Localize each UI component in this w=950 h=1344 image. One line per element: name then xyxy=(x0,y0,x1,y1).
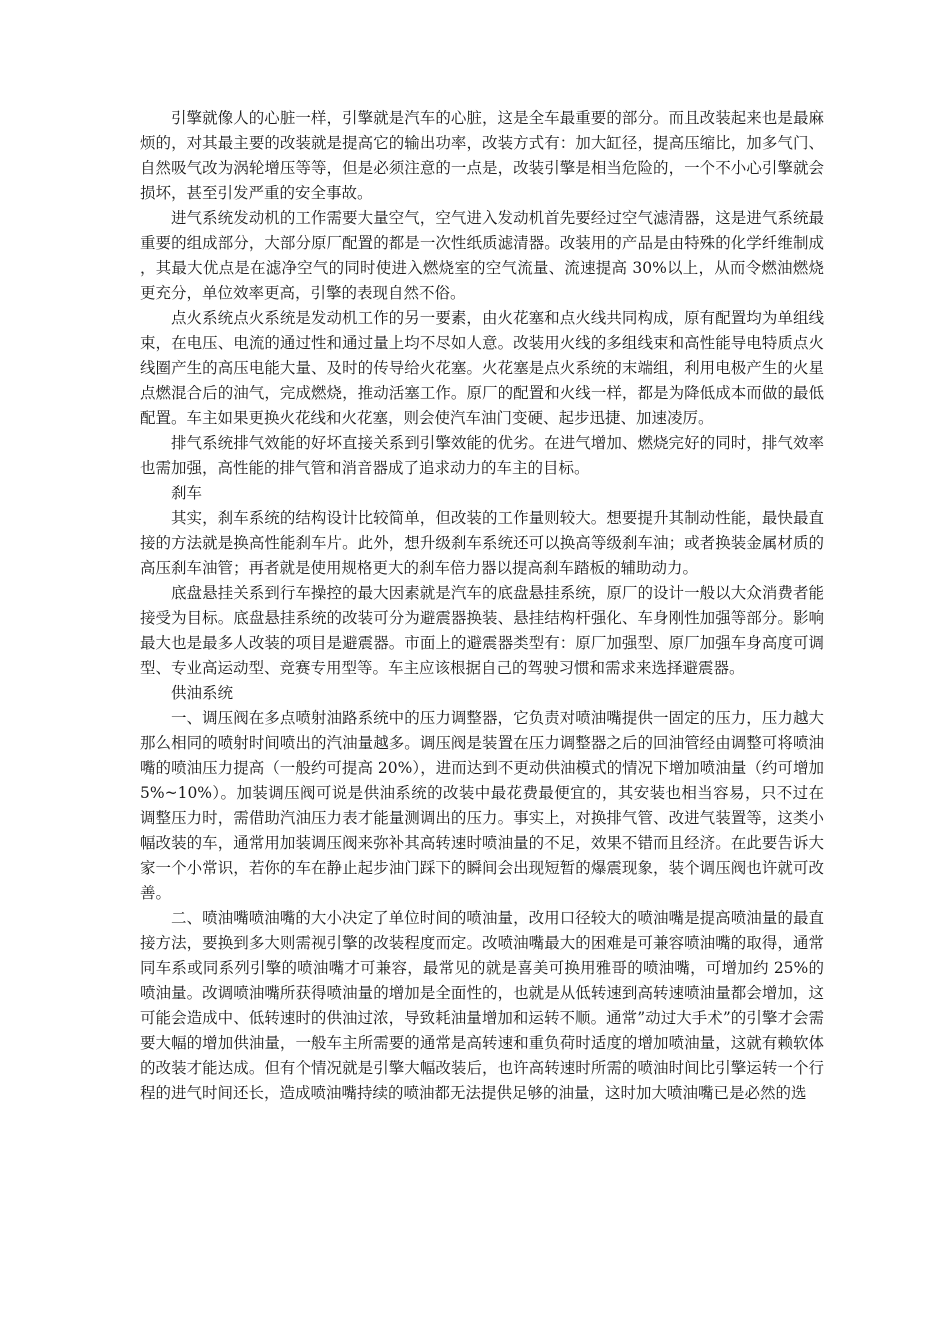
paragraph-ignition-system: 点火系统点火系统是发动机工作的另一要素，由火花塞和点火线共同构成，原有配置均为单组线束，在电压、电流的通过性和通过量上均不尽如人意。改装用火线的多组线束和高性能导电特质点火线圈产生的高压电能大量、及时的传导给火花塞。火花塞是点火系统的末端组，利用电极产生的火星点燃混合后的油气，完成燃烧，推动活塞工作。原厂的配置和火线一样，都是为降低成本而做的最低配置。车主如果更换火花线和火花塞，则会使汽车油门变硬、起步迅捷、加速凌厉。 xyxy=(140,309,824,427)
paragraph-fuel-injector: 二、喷油嘴喷油嘴的大小决定了单位时间的喷油量，改用口径较大的喷油嘴是提高喷油量的最直接方法，要换到多大则需视引擎的改装程度而定。改喷油嘴最大的困难是可兼容喷油嘴的取得，通常同车系或同系列引擎的喷油嘴才可兼容，最常见的就是喜美可换用雅哥的喷油嘴，可增加约 25%的喷油量。改调喷油嘴所获得喷油量的增加是全面性的，也就是从低转速到高转速喷油量都会增加，这可能会造成中、低转速时的供油过浓，导致耗油量增加和运转不顺。通常”动过大手术”的引擎才会需要大幅的增加供油量，一般车主所需要的通常是高转速和重负荷时适度的增加喷油量，这就有赖软体的改装才能达成。但有个情况就是引擎大幅改装后，也许高转速时所需的喷油时间比引擎运转一个行程的进气时间还长，造成喷油嘴持续的喷油都无法提供足够的油量，这时加大喷油嘴已是必然的选 xyxy=(140,909,824,1102)
section-heading-brakes: 刹车 xyxy=(171,484,203,502)
paragraph-intake-system: 进气系统发动机的工作需要大量空气，空气进入发动机首先要经过空气滤清器，这是进气系统最重要的组成部分，大部分原厂配置的都是一次性纸质滤清器。改装用的产品是由特殊的化学纤维制成，其最大优点是在滤净空气的同时使进入燃烧室的空气流量、流速提高 30%以上，从而令燃油燃烧更充分，单位效率更高，引擎的表现自然不俗。 xyxy=(140,209,824,302)
document-body xyxy=(140,106,824,1106)
paragraph-engine: 引擎就像人的心脏一样，引擎就是汽车的心脏，这是全车最重要的部分。而且改装起来也是最麻烦的，对其最主要的改装就是提高它的输出功率，改装方式有：加大缸径，提高压缩比，加多气门、自然吸气改为涡轮增压等等，但是必须注意的一点是，改装引擎是相当危险的，一个不小心引擎就会损坏，甚至引发严重的安全事故。 xyxy=(140,109,824,202)
paragraph-brakes: 其实，刹车系统的结构设计比较简单，但改装的工作量则较大。想要提升其制动性能，最快最直接的方法就是换高性能刹车片。此外，想升级刹车系统还可以换高等级刹车油；或者换装金属材质的高压刹车油管；再者就是使用规格更大的刹车倍力器以提高刹车踏板的辅助动力。 xyxy=(140,509,824,577)
paragraph-suspension: 底盘悬挂关系到行车操控的最大因素就是汽车的底盘悬挂系统，原厂的设计一般以大众消费者能接受为目标。底盘悬挂系统的改装可分为避震器换装、悬挂结构杆强化、车身刚性加强等部分。影响最大也是最多人改装的项目是避震器。市面上的避震器类型有：原厂加强型、原厂加强车身高度可调型、专业高运动型、竞赛专用型等。车主应该根据自己的驾驶习惯和需求来选择避震器。 xyxy=(140,584,824,677)
section-heading-fuel-system: 供油系统 xyxy=(171,684,234,702)
paragraph-exhaust-system: 排气系统排气效能的好坏直接关系到引擎效能的优劣。在进气增加、燃烧完好的同时，排气效率也需加强，高性能的排气管和消音器成了追求动力的车主的目标。 xyxy=(140,434,824,477)
paragraph-pressure-regulator: 一、调压阀在多点喷射油路系统中的压力调整器，它负责对喷油嘴提供一固定的压力，压力越大那么相同的喷射时间喷出的汽油量越多。调压阀是装置在压力调整器之后的回油管经由调整可将喷油嘴的喷油压力提高（一般约可提高 20%），进而达到不更动供油模式的情况下增加喷油量（约可增加 5%~10%）。加装调压阀可说是供油系统的改装中最花费最便宜的，其安装也相当容易，只不过在调整压力时，需借助汽油压力表才能量测调出的压力。事实上，对换排气管、改进气装置等，这类小幅改装的车，通常用加装调压阀来弥补其高转速时喷油量的不足，效果不错而且经济。在此要告诉大家一个小常识，若你的车在静止起步油门踩下的瞬间会出现短暂的爆震现象，装个调压阀也许就可改善。 xyxy=(140,709,824,902)
